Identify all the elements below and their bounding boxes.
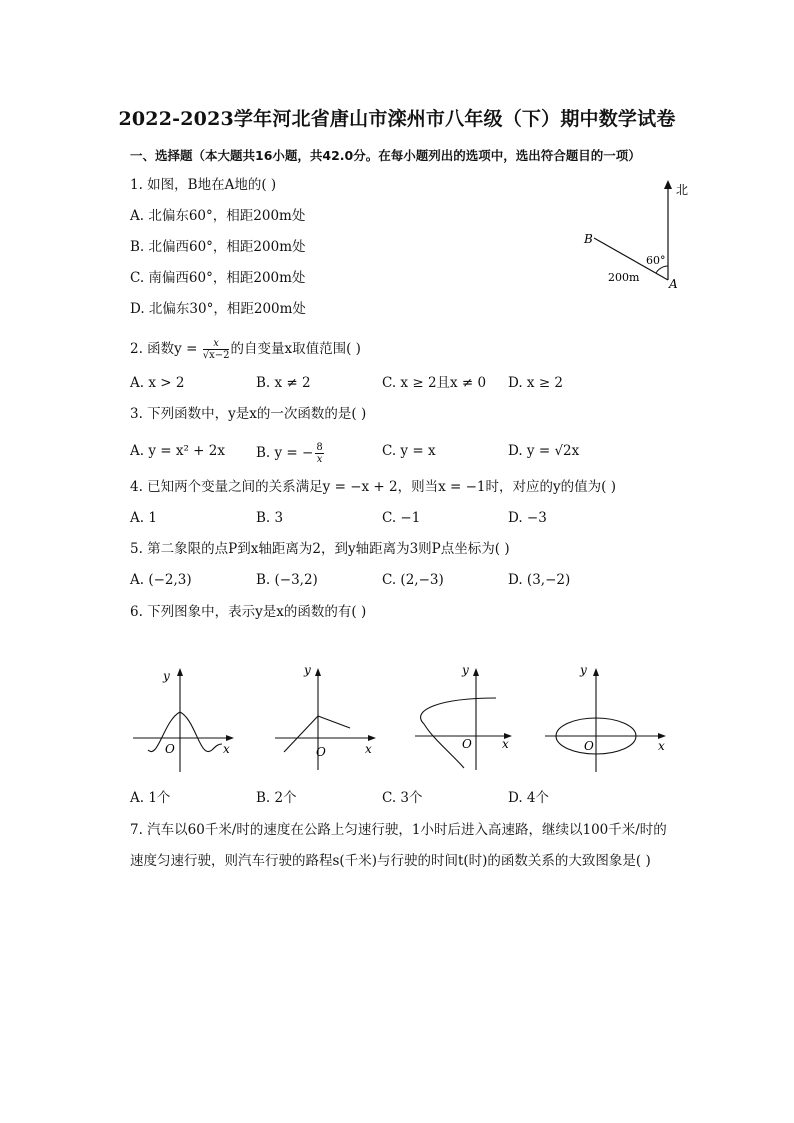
q6-graph-1 xyxy=(128,660,238,778)
q4-stem: 4. 已知两个变量之间的关系满足y = −x + 2，则当x = −1时，对应的y的值为( ) xyxy=(130,479,616,495)
q2-frac-num: x xyxy=(203,338,230,350)
q5-stem: 5. 第二象限的点P到x轴距离为2，到y轴距离为3则P点坐标为( ) xyxy=(130,541,510,557)
q6-stem: 6. 下列图象中，表示y是x的函数的有( ) xyxy=(130,604,367,620)
q3-b-den: x xyxy=(316,454,323,465)
page-title: 2022-2023学年河北省唐山市滦州市八年级（下）期中数学试卷 xyxy=(118,108,676,130)
q6-option-b: B. 2个 xyxy=(256,790,297,806)
origin-label: O xyxy=(584,739,594,753)
q3-option-d: D. y = √2x xyxy=(508,443,580,459)
q1-option-b: B. 北偏西60°，相距200m处 xyxy=(130,239,306,255)
q3-stem: 3. 下列函数中，y是x的一次函数的是( ) xyxy=(130,406,367,422)
q2-option-a: A. x > 2 xyxy=(130,375,185,391)
q3-option-c: C. y = x xyxy=(382,443,436,459)
q4-option-b: B. 3 xyxy=(256,510,284,526)
axis-x-label: x xyxy=(223,742,230,756)
q2-frac-den: √x−2 xyxy=(202,350,230,361)
q3-option-b-pre: B. y = − xyxy=(256,445,314,461)
q6-graph-3 xyxy=(410,660,520,778)
angle-arc xyxy=(656,266,668,273)
q6-graph-4 xyxy=(540,660,670,778)
q5-option-b: B. (−3,2) xyxy=(256,572,318,588)
point-b-label: B xyxy=(584,232,593,246)
axis-y-label: y xyxy=(462,663,469,677)
axis-x-label: x xyxy=(502,737,509,751)
q2-stem-pre: 2. 函数y = xyxy=(130,341,202,357)
north-arrow-head xyxy=(664,180,672,189)
q2-fraction xyxy=(203,338,230,361)
axis-y-label: y xyxy=(580,663,587,677)
north-label: 北 xyxy=(676,183,689,197)
q1-option-a: A. 北偏东60°，相距200m处 xyxy=(130,208,306,224)
q1-stem: 1. 如图，B地在A地的( ) xyxy=(130,177,277,193)
angle-label: 60° xyxy=(646,254,666,267)
axis-x-label: x xyxy=(365,742,372,756)
origin-label: O xyxy=(462,737,472,751)
q6-option-c: C. 3个 xyxy=(382,790,423,806)
q2-stem-post: 的自变量x取值范围( ) xyxy=(230,341,361,357)
origin-label: O xyxy=(316,745,326,759)
q4-option-d: D. −3 xyxy=(508,510,547,526)
q2-option-c: C. x ≥ 2且x ≠ 0 xyxy=(382,375,487,391)
q3-b-fraction xyxy=(315,442,323,465)
q6-option-d: D. 4个 xyxy=(508,790,550,806)
q5-option-d: D. (3,−2) xyxy=(508,572,571,588)
q4-option-c: C. −1 xyxy=(382,510,421,526)
section-heading: 一、选择题（本大题共16小题，共42.0分。在每小题列出的选项中，选出符合题目的一项） xyxy=(130,148,641,163)
q2-stem xyxy=(130,338,361,361)
q1-direction-figure xyxy=(580,176,710,296)
q3-option-b xyxy=(256,442,324,465)
q5-option-a: A. (−2,3) xyxy=(130,572,192,588)
q1-option-c: C. 南偏西60°，相距200m处 xyxy=(130,270,306,286)
q2-option-b: B. x ≠ 2 xyxy=(256,375,311,391)
q5-option-c: C. (2,−3) xyxy=(382,572,444,588)
q3-option-a: A. y = x² + 2x xyxy=(130,443,225,459)
axis-x-label: x xyxy=(658,739,665,753)
q1-option-d: D. 北偏东30°，相距200m处 xyxy=(130,301,306,317)
q7-stem-line-1: 7. 汽车以60千米/时的速度在公路上匀速行驶，1小时后进入高速路，继续以100千米/时的 xyxy=(130,822,667,838)
point-a-label: A xyxy=(669,277,678,291)
q6-graph-2 xyxy=(270,660,380,778)
axis-y-label: y xyxy=(304,663,311,677)
q6-option-a: A. 1个 xyxy=(130,790,171,806)
q2-option-d: D. x ≥ 2 xyxy=(508,375,564,391)
origin-label: O xyxy=(165,742,175,756)
distance-label: 200m xyxy=(608,271,640,284)
q4-option-a: A. 1 xyxy=(130,510,157,526)
q7-stem-line-2: 速度匀速行驶，则汽车行驶的路程s(千米)与行驶的时间t(时)的函数关系的大致图象是( ) xyxy=(130,853,651,869)
q3-b-num: 8 xyxy=(316,442,323,453)
axis-y-label: y xyxy=(163,669,170,683)
